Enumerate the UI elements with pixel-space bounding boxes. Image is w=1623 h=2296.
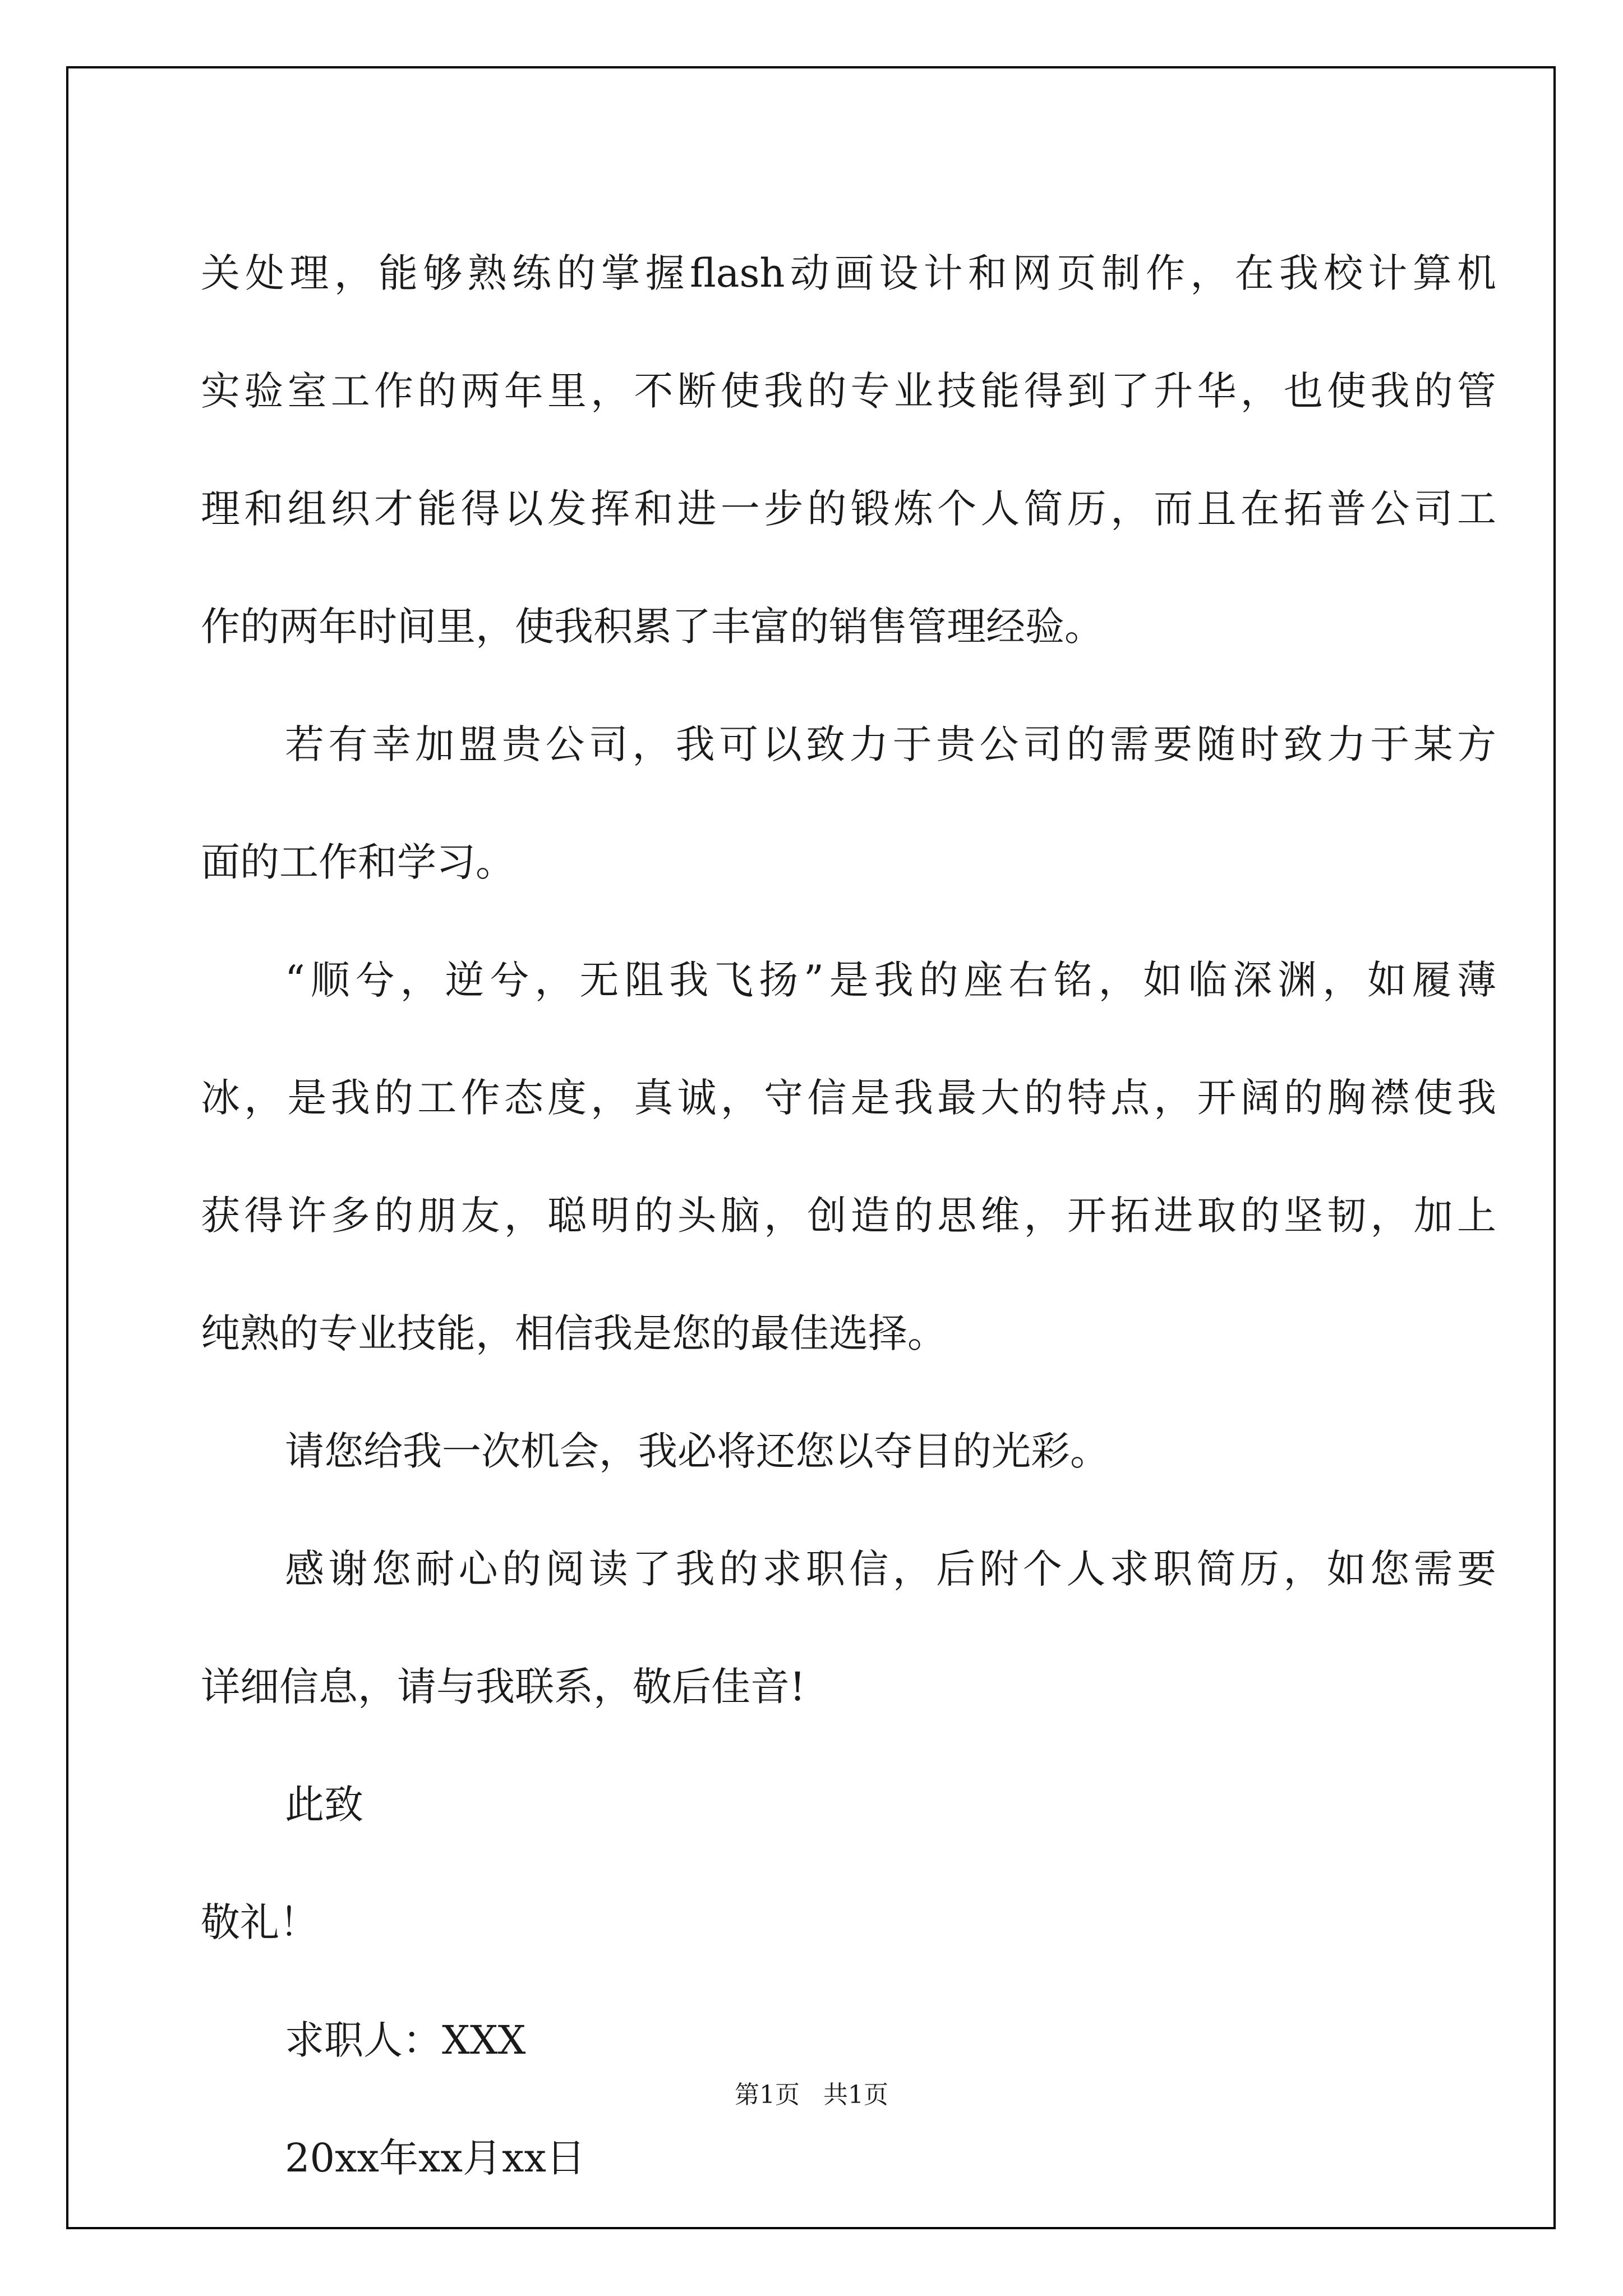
closing-salutation: 此致 [285, 1782, 363, 1828]
page-frame [66, 66, 1556, 2229]
letter-body [201, 68, 1496, 2227]
page-footer: 第1页 共1页 [735, 2081, 888, 2109]
text-line: 冰，是我的工作态度，真诚，守信是我最大的特点，开阔的胸襟使我 [201, 1075, 1496, 1121]
signature-date: 20xx年xx月xx日 [285, 2135, 585, 2181]
paragraph-start-line: 感谢您耐心的阅读了我的求职信，后附个人求职简历，如您需要 [285, 1546, 1496, 1592]
text-line: 纯熟的专业技能，相信我是您的最佳选择。 [201, 1310, 947, 1356]
text-line: 理和组织才能得以发挥和进一步的锻炼个人简历，而且在拓普公司工 [201, 486, 1496, 532]
text-line: 获得许多的朋友，聪明的头脑，创造的思维，开拓进取的坚韧，加上 [201, 1193, 1496, 1239]
signature-applicant: 求职人：XXX [285, 2017, 526, 2063]
text-line: 面的工作和学习。 [201, 839, 515, 885]
paragraph-start-line: 若有幸加盟贵公司，我可以致力于贵公司的需要随时致力于某方 [285, 721, 1496, 767]
paragraph-start-line: “顺兮，逆兮，无阻我飞扬”是我的座右铭，如临深渊，如履薄 [285, 957, 1496, 1003]
text-line: 作的两年时间里，使我积累了丰富的销售管理经验。 [201, 604, 1104, 650]
paragraph-start-line: 请您给我一次机会，我必将还您以夺目的光彩。 [285, 1428, 1109, 1474]
text-line: 详细信息，请与我联系，敬后佳音! [201, 1664, 806, 1710]
closing-regards: 敬礼！ [201, 1899, 319, 1945]
text-line: 关处理，能够熟练的掌握flash动画设计和网页制作，在我校计算机 [201, 250, 1496, 296]
text-line: 实验室工作的两年里，不断使我的专业技能得到了升华，也使我的管 [201, 368, 1496, 414]
